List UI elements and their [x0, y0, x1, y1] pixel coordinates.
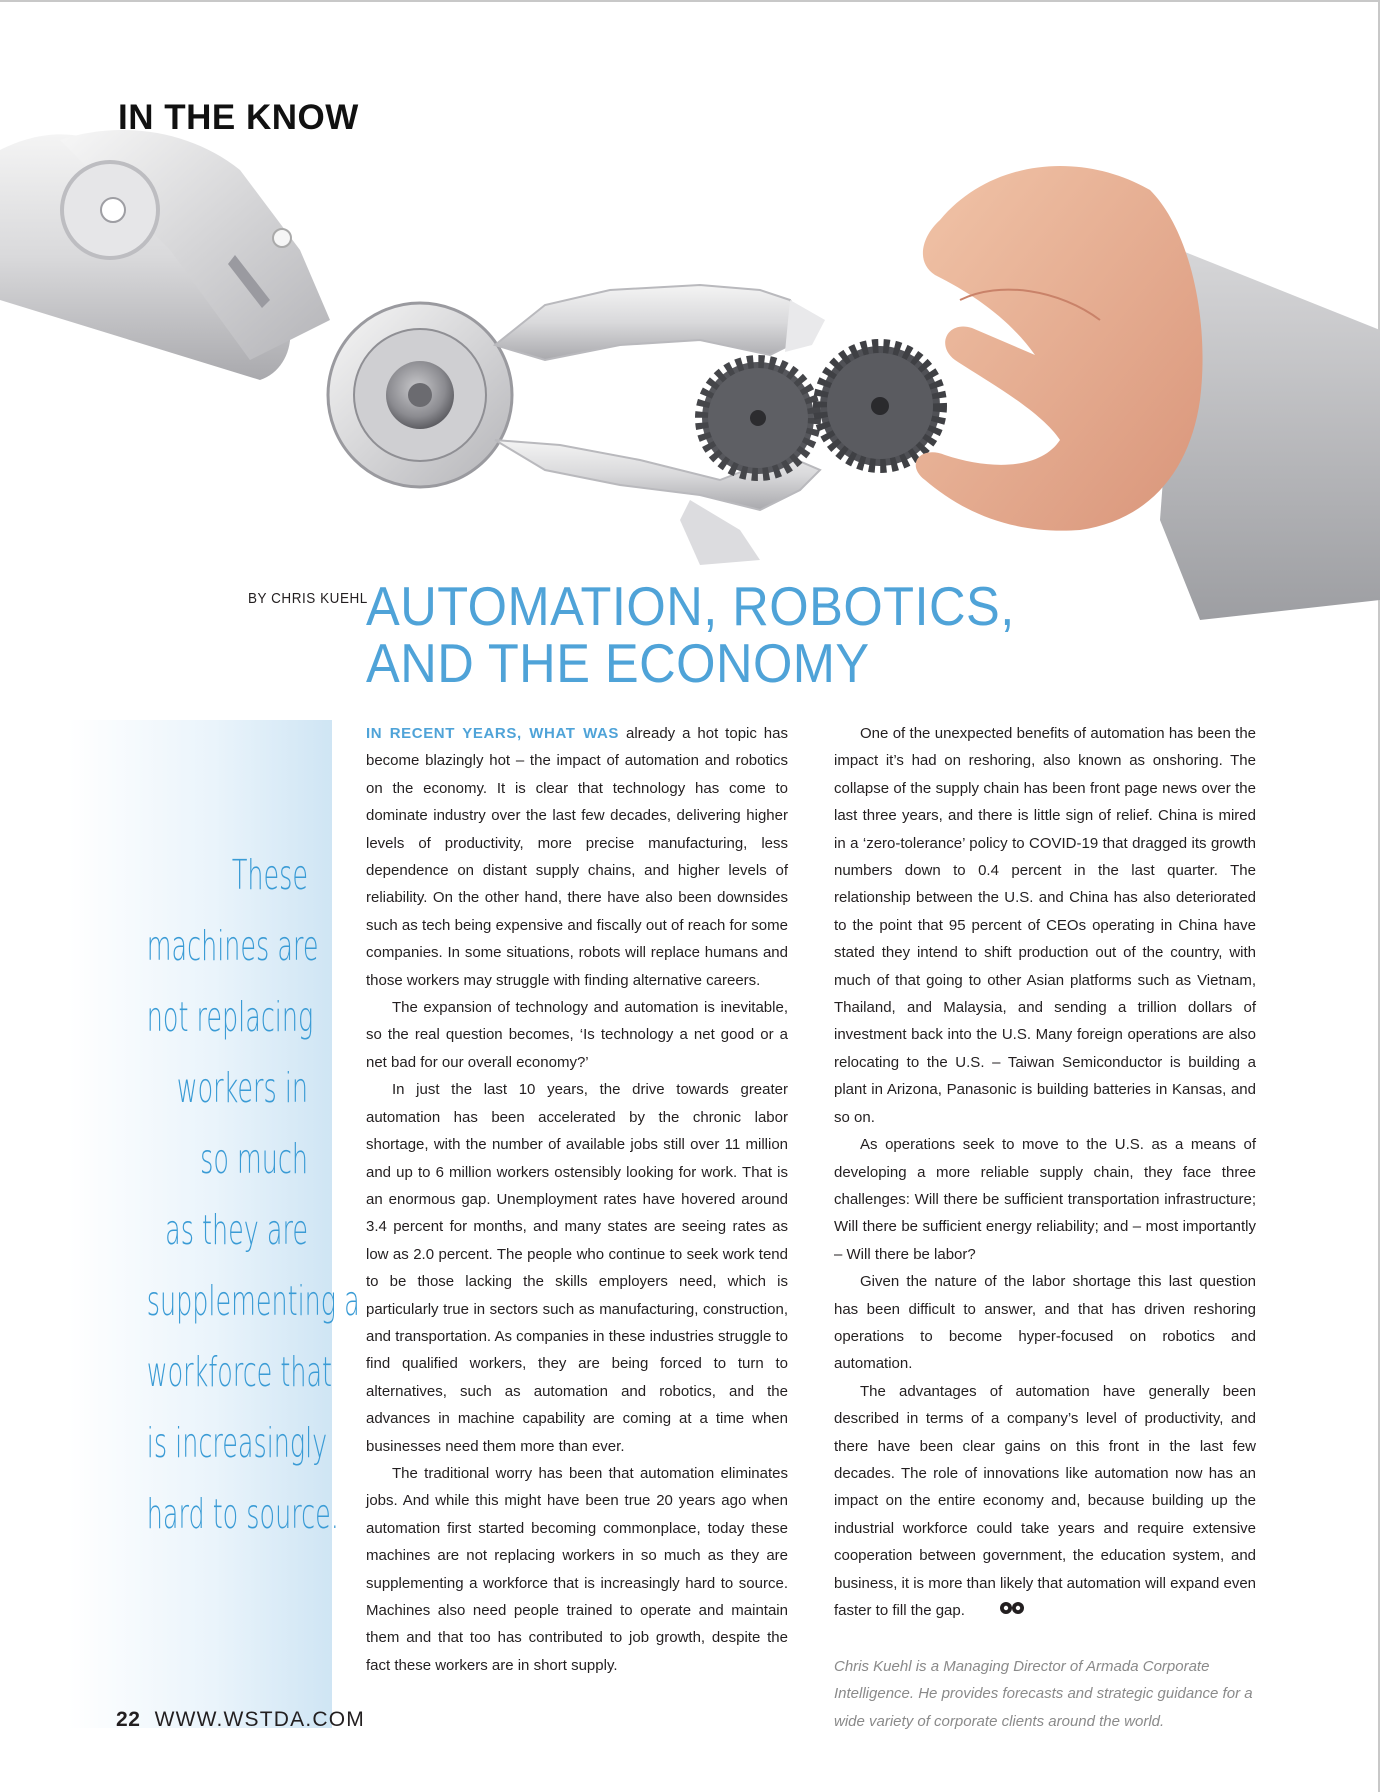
pull-quote-line: workforce that — [146, 1348, 333, 1396]
body-paragraph: In just the last 10 years, the drive towards greater automation has been accelerated by the chronic labor shortage, with the number of available jobs still over 11 million and up to 6 million workers ostensibly looking for work. That is an enormous gap. Unemployment rates have hovered around 3.4 percent for months, and many states are seeing rates as low as 2.0 percent. The people who continue to seek work tend to be those lacking the skills employers need, which is particularly true in sectors such as manufacturing, construction, and transportation. As companies in these industries struggle to find qualified workers, they are being forced to turn to alternatives, such as automation and robotics, and the advances in machine capability are coming at a time when businesses need them more than ever. — [366, 1081, 788, 1455]
body-paragraph — [366, 720, 788, 994]
pull-quote-line: machines are — [146, 922, 319, 970]
website-url: WWW.WSTDA.COM — [154, 1708, 365, 1731]
paragraph-text: already a hot topic has become blazingly hot – the impact of automation and robotics on the economy. It is clear that technology has come to dominate industry over the last few decades, delivering higher levels of productivity, more precise manufacturing, less dependence on distant supply chains, and higher levels of reliability. On the other hand, there have also been downsides such as tech being expensive and fiscally out of reach for some companies. In some situations, robots will replace humans and those workers may struggle with finding alternative careers. — [366, 725, 788, 989]
robot-arm-graphic — [0, 130, 825, 565]
end-mark-icon — [973, 1597, 1025, 1624]
page-footer — [116, 1708, 365, 1732]
hero-image — [0, 0, 1380, 640]
paragraph-text: The advantages of automation have generally been described in terms of a company’s level of productivity, and there have been clear gains on this front in the last few decades. The role of innovations like automation now has an impact on the entire economy and, because building up the industrial workforce could take years and require extensive cooperation between government, the education system, and business, it is more than likely that automation will expand even faster to fill the gap. — [834, 1382, 1256, 1619]
byline: BY CHRIS KUEHL — [248, 590, 368, 607]
pull-quote-line: so much — [200, 1135, 308, 1183]
title-line-1: AUTOMATION, ROBOTICS, — [366, 575, 1015, 637]
body-paragraph: As operations seek to move to the U.S. as a means of developing a more reliable supply chain, they face three challenges: Will there be sufficient transportation infrastructure; Will there be sufficient energy reliability; and – most importantly – Will there be labor? — [834, 1136, 1256, 1263]
title-line-2: AND THE ECONOMY — [366, 632, 870, 694]
body-column-left — [366, 720, 788, 1679]
pull-quote-line: supplementing a — [146, 1277, 360, 1325]
pull-quote-line: not replacing — [146, 993, 314, 1041]
pull-quote-line: These — [231, 851, 308, 899]
section-label: IN THE KNOW — [118, 98, 359, 137]
human-hand-graphic — [916, 166, 1380, 620]
lead-in: IN RECENT YEARS, WHAT WAS — [366, 725, 620, 742]
body-paragraph: Given the nature of the labor shortage this last question has been difficult to answer, and that has driven reshoring operations to become hyper-focused on robotics and automation. — [834, 1273, 1256, 1373]
gears-graphic — [702, 346, 940, 474]
body-paragraph — [834, 1378, 1256, 1625]
pull-quote-line: as they are — [165, 1206, 308, 1254]
pull-quote-line: workers in — [176, 1064, 308, 1112]
pull-quote-panel — [68, 720, 360, 1728]
page-number: 22 — [116, 1708, 141, 1731]
article-title — [366, 575, 1194, 694]
pull-quote-line: hard to source. — [146, 1490, 339, 1538]
body-paragraph: One of the unexpected benefits of automation has been the impact it’s had on reshoring, also known as onshoring. The collapse of the supply chain has been front page news over the last three years, and there is little sign of relief. China is mired in a ‘zero-tolerance’ policy to COVID-19 that dragged its growth numbers down to 0.4 percent in the last quarter. The relationship between the U.S. and China has also deteriorated to the point that 95 percent of CEOs operating in China have stated they intend to shift production out of the country, with much of that going to other Asian platforms such as Vietnam, Thailand, and Malaysia, and sending a trillion dollars of investment back into the U.S. Many foreign operations are also relocating to the U.S. – Taiwan Semiconductor is building a plant in Arizona, Panasonic is building batteries in Kansas, and so on. — [834, 725, 1256, 1126]
pull-quote — [146, 840, 360, 1550]
author-bio: Chris Kuehl is a Managing Director of Armada Corporate Intelligence. He provides forecasts and strategic guidance for a wide variety of corporate clients around the world. — [834, 1657, 1253, 1730]
body-paragraph: The traditional worry has been that automation eliminates jobs. And while this might have been true 20 years ago when automation first started becoming commonplace, today these machines are not replacing workers in so much as they are supplementing a workforce that is increasingly hard to source. Machines also need people trained to operate and maintain them and that too has contributed to job growth, despite the fact these workers are in short supply. — [366, 1464, 788, 1674]
body-column-right — [834, 720, 1256, 1735]
body-paragraph: The expansion of technology and automation is inevitable, so the real question becomes, ‘Is technology a net good or a net bad for our overall economy?’ — [366, 999, 788, 1071]
pull-quote-line: is increasingly — [146, 1419, 328, 1467]
